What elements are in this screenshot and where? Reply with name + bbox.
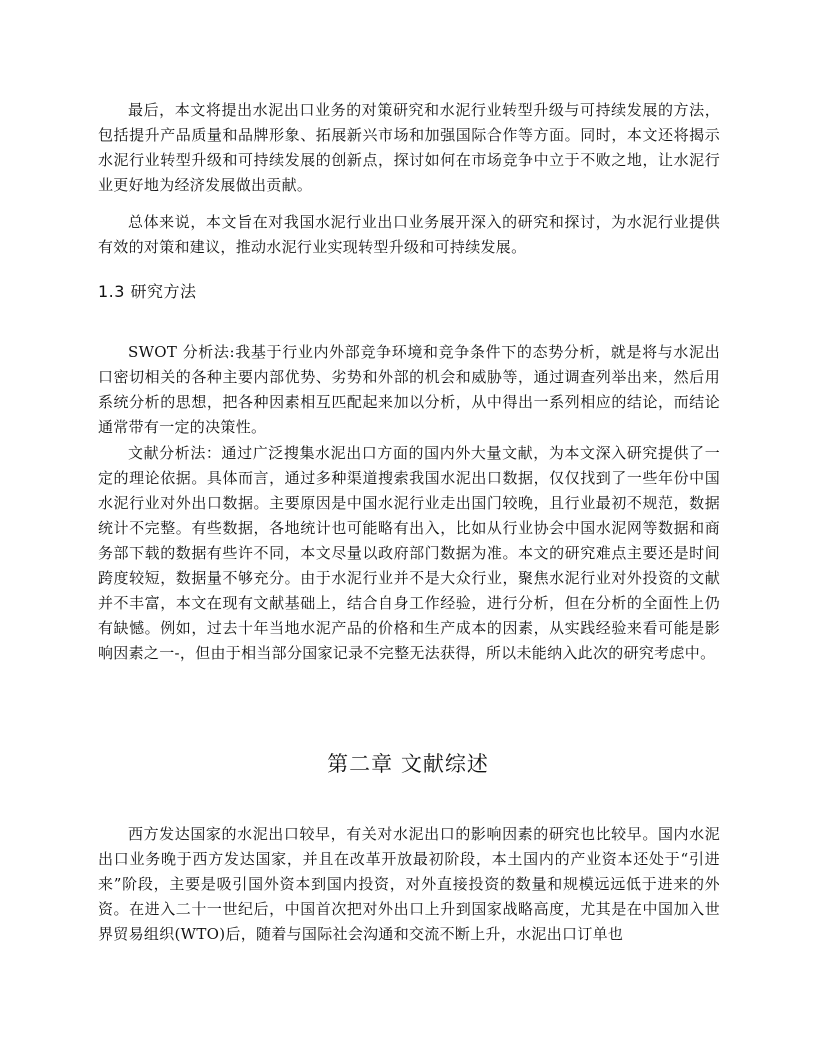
- section-heading-research-methods: 1.3 研究方法: [98, 282, 197, 301]
- chapter-heading: 第二章 文献综述: [327, 752, 489, 776]
- chapter-paragraph: 西方发达国家的水泥出口较早，有关对水泥出口的影响因素的研究也比较早。国内水泥出口业务晚于西方发达国家，并且在改革开放最初阶段，本土国内的产业资本还处于“引进来”阶段，主要是吸引国外资本到国内投资，对外直接投资的数量和规模远远低于进来的外资。在进入二十一世纪后，中国首次把对外出口上升到国家战略高度，尤其是在中国加入世界贸易组织(WTO)后，随着与国际社会沟通和交流不断上升，水泥出口订单也: [98, 825, 720, 943]
- method-paragraph-swot: SWOT 分析法:我基于行业内外部竞争环境和竞争条件下的态势分析，就是将与水泥出口密切相关的各种主要内部优势、劣势和外部的机会和威胁等，通过调查列举出来，然后用系统分析的思想，把各种因素相互匹配起来加以分析，从中得出一系列相应的结论，而结论通常带有一定的决策性。: [98, 343, 720, 436]
- intro-paragraph-1: 最后，本文将提出水泥出口业务的对策研究和水泥行业转型升级与可持续发展的方法，包括提升产品质量和品牌形象、拓展新兴市场和加强国际合作等方面。同时，本文还将揭示水泥行业转型升级和可持续发展的创新点，探讨如何在市场竞争中立于不败之地，让水泥行业更好地为经济发展做出贡献。: [98, 101, 720, 194]
- method-paragraph-literature: 文献分析法：通过广泛搜集水泥出口方面的国内外大量文献，为本文深入研究提供了一定的理论依据。具体而言，通过多种渠道搜索我国水泥出口数据，仅仅找到了一些年份中国水泥行业对外出口数据。主要原因是中国水泥行业走出国门较晚，且行业最初不规范，数据统计不完整。有些数据，各地统计也可能略有出入，比如从行业协会中国水泥网等数据和商务部下载的数据有些许不同，本文尽量以政府部门数据为准。本文的研究难点主要还是时间跨度较短，数据量不够充分。由于水泥行业并不是大众行业，聚焦水泥行业对外投资的文献并不丰富，本文在现有文献基础上，结合自身工作经验，进行分析，但在分析的全面性上仍有缺憾。例如，过去十年当地水泥产品的价格和生产成本的因素，从实践经验来看可能是影响因素之一-，但由于相当部分国家记录不完整无法获得，所以未能纳入此次的研究考虑中。: [98, 444, 720, 662]
- intro-paragraph-2: 总体来说，本文旨在对我国水泥行业出口业务展开深入的研究和探讨，为水泥行业提供有效的对策和建议，推动水泥行业实现转型升级和可持续发展。: [98, 213, 720, 256]
